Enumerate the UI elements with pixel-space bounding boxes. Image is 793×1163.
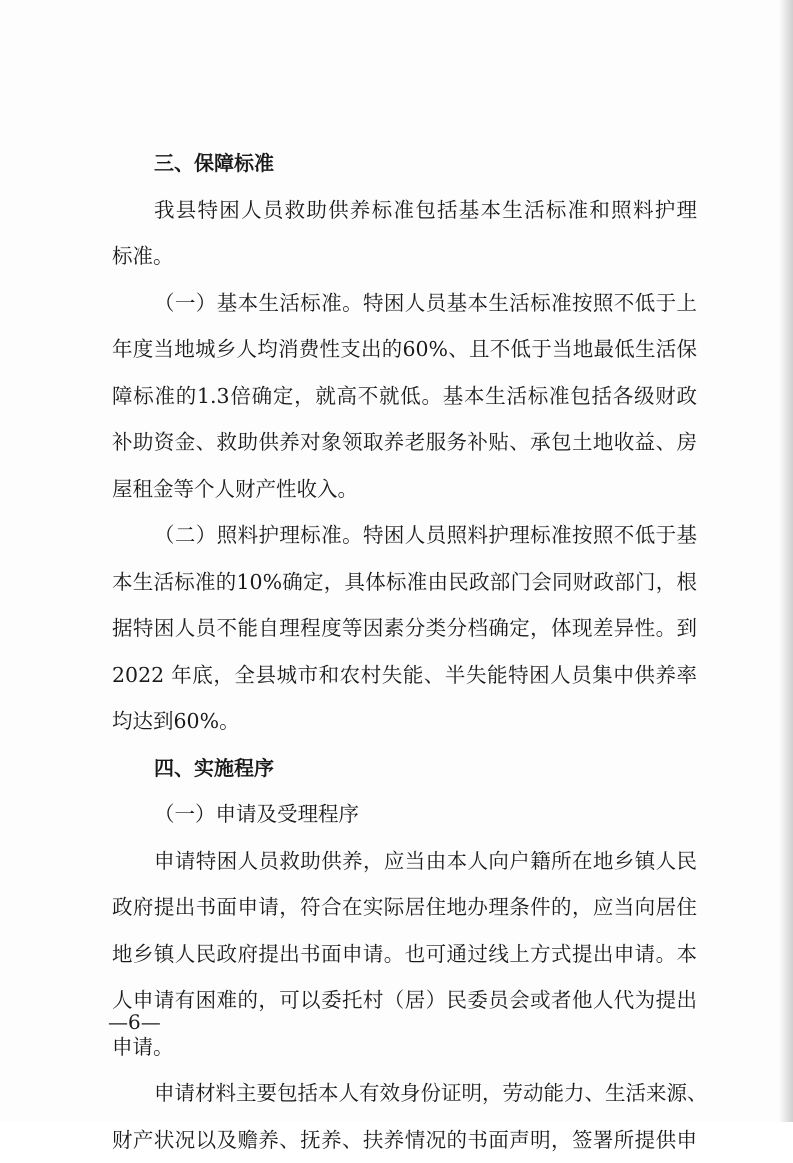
text-line: 障标准的1.3倍确定，就高不就低。基本生活标准包括各级财政: [112, 373, 697, 420]
text-line: （一）申请及受理程序: [112, 791, 697, 838]
document-body: [112, 140, 697, 1163]
text-line: 我县特困人员救助供养标准包括基本生活标准和照料护理: [112, 187, 697, 234]
text-line: 政府提出书面申请，符合在实际居住地办理条件的，应当向居住: [112, 884, 697, 931]
text-line: （一）基本生活标准。特困人员基本生活标准按照不低于上: [112, 280, 697, 327]
text-line: 标准。: [112, 233, 697, 280]
text-line: 补助资金、救助供养对象领取养老服务补贴、承包土地收益、房: [112, 419, 697, 466]
text-line: 申请特困人员救助供养，应当由本人向户籍所在地乡镇人民: [112, 838, 697, 885]
section-heading: 三、保障标准: [112, 140, 697, 187]
section-heading: 四、实施程序: [112, 745, 697, 792]
text-line: 屋租金等个人财产性收入。: [112, 466, 697, 513]
text-line: 财产状况以及赡养、抚养、扶养情况的书面声明，签署所提供申: [112, 1117, 697, 1163]
text-line: 2022 年底，全县城市和农村失能、半失能特困人员集中供养率: [112, 652, 697, 699]
text-line: 均达到60%。: [112, 698, 697, 745]
text-line: （二）照料护理标准。特困人员照料护理标准按照不低于基: [112, 512, 697, 559]
text-line: 申请。: [112, 1024, 697, 1071]
scan-edge-shadow: [779, 0, 793, 1122]
text-line: 申请材料主要包括本人有效身份证明，劳动能力、生活来源、: [112, 1070, 697, 1117]
page-number: —6—: [108, 1010, 161, 1034]
text-line: 据特困人员不能自理程度等因素分类分档确定，体现差异性。到: [112, 605, 697, 652]
text-line: 人申请有困难的，可以委托村（居）民委员会或者他人代为提出: [112, 977, 697, 1024]
text-line: 本生活标准的10%确定，具体标准由民政部门会同财政部门，根: [112, 559, 697, 606]
text-line: 地乡镇人民政府提出书面申请。也可通过线上方式提出申请。本: [112, 931, 697, 978]
text-line: 年度当地城乡人均消费性支出的60%、且不低于当地最低生活保: [112, 326, 697, 373]
